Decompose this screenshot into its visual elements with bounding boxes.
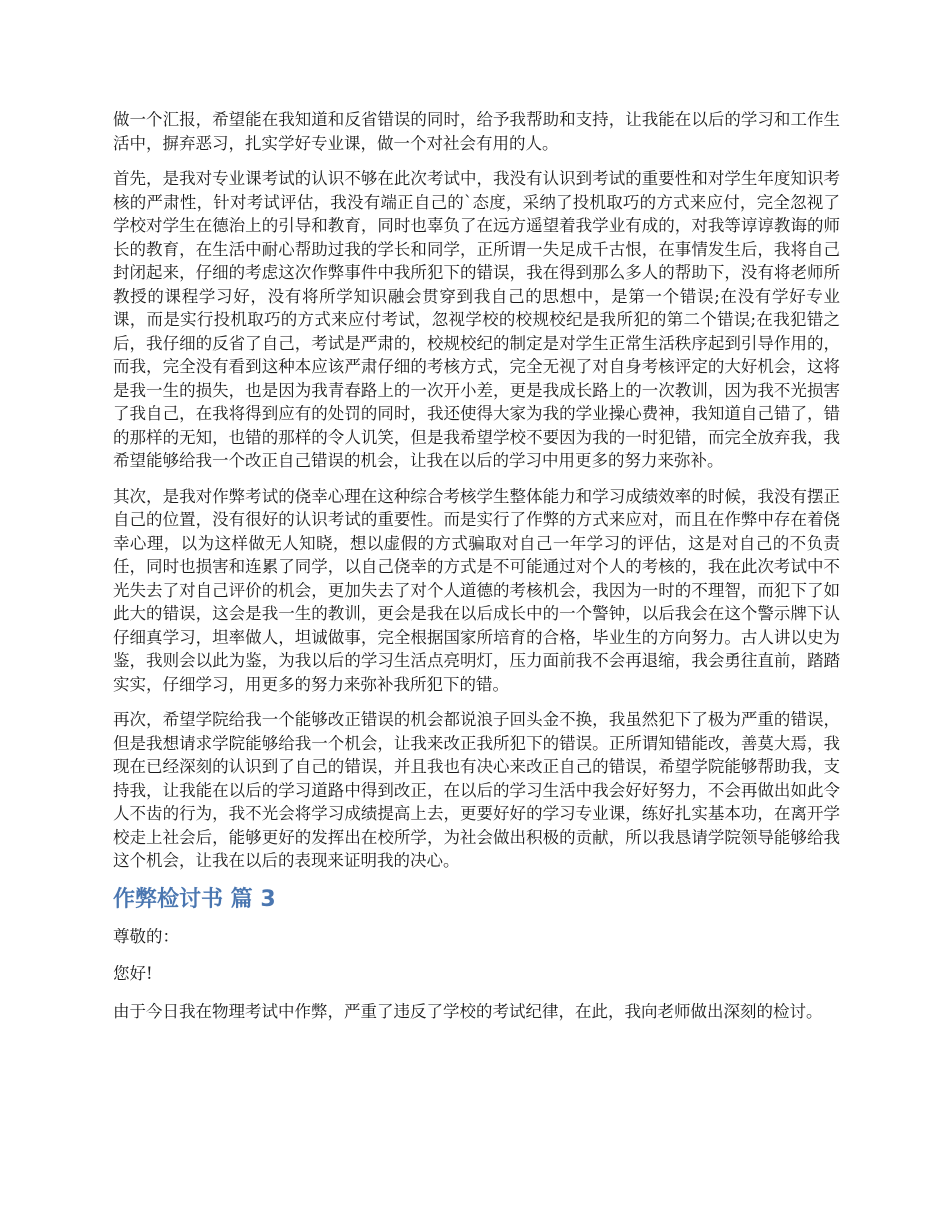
paragraph-third: 再次，希望学院给我一个能够改正错误的机会都说浪子回头金不换，我虽然犯下了极为严重的错误，但是我想请求学院能够给我一个机会，让我来改正我所犯下的错误。正所谓知错能改，善莫大焉，我现在已经深刻的认识到了自己的错误，并且我也有决心来改正自己的错误，希望学院能够帮助我，支持我，让我能在以后的学习道路中得到改正，在以后的学习生活中我会好好努力，不会再做出如此令人不齿的行为，我不光会将学习成绩提高上去，更要好好的学习专业课，练好扎实基本功，在离开学校走上社会后，能够更好的发挥出在校所学，为社会做出积极的贡献，所以我恳请学院领导能够给我这个机会，让我在以后的表现来证明我的决心。 [113,710,840,870]
greeting: 您好! [113,964,153,983]
salutation: 尊敬的： [113,926,179,946]
section-heading: 作弊检讨书 篇 3 [113,886,276,912]
paragraph-report: 做一个汇报，希望能在我知道和反省错误的同时，给予我帮助和支持，让我能在以后的学习和工作生活中，摒弃恶习，扎实学好专业课，做一个对社会有用的人。 [113,110,840,153]
paragraph-first: 首先，是我对专业课考试的认识不够在此次考试中，我没有认识到考试的重要性和对学生年度知识考核的严肃性，针对考试评估，我没有端正自己的`态度，采纳了投机取巧的方式来应付，完全忽视了学校对学生在德治上的引导和教育，同时也辜负了在远方遥望着我学业有成的，对我等谆谆教诲的师长的教育，在生活中耐心帮助过我的学长和同学，正所谓一失足成千古恨，在事情发生后，我将自己封闭起来，仔细的考虑这次作弊事件中我所犯下的错误，我在得到那么多人的帮助下，没有将老师所教授的课程学习好，没有将所学知识融会贯穿到我自己的思想中，是第一个错误;在没有学好专业课，而是实行投机取巧的方式来应付考试，忽视学校的校规校纪是我所犯的第二个错误;在我犯错之后，我仔细的反省了自己，考试是严肃的，校规校纪的制定是对学生正常生活秩序起到引导作用的，而我，完全没有看到这种本应该严肃仔细的考核方式，完全无视了对自身考核评定的大好机会，这将是我一生的损失，也是因为我青春路上的一次开小差，更是我成长路上的一次教训，因为我不光损害了我自己，在我将得到应有的处罚的同时，我还使得大家为我的学业操心费神，我知道自己错了，错的那样的无知，也错的那样的令人讥笑，但是我希望学校不要因为我的一时犯错，而完全放弃我，我希望能够给我一个改正自己错误的机会，让我在以后的学习中用更多的努力来弥补。 [113,169,840,470]
opening-paragraph: 由于今日我在物理考试中作弊，严重了违反了学校的考试纪律，在此，我向老师做出深刻的检讨。 [113,1001,823,1021]
document-page [113,108,840,1035]
paragraph-second: 其次，是我对作弊考试的侥幸心理在这种综合考核学生整体能力和学习成绩效率的时候，我没有摆正自己的位置，没有很好的认识考试的重要性。而是实行了作弊的方式来应对，而且在作弊中存在着侥幸心理，以为这样做无人知晓，想以虚假的方式骗取对自己一年学习的评估，这是对自己的不负责任，同时也损害和连累了同学，以自己侥幸的方式是不可能通过对个人的考核的，我在此次考试中不光失去了对自己评价的机会，更加失去了对个人道德的考核机会，我因为一时的不理智，而犯下了如此大的错误，这会是我一生的教训，更会是我在以后成长中的一个警钟，以后我会在这个警示牌下认仔细真学习，坦率做人，坦诚做事，完全根据国家所培育的合格，毕业生的方向努力。古人讲以史为鉴，我则会以此为鉴，为我以后的学习生活点亮明灯，压力面前我不会再退缩，我会勇往直前，踏踏实实，仔细学习，用更多的努力来弥补我所犯下的错。 [113,486,840,694]
